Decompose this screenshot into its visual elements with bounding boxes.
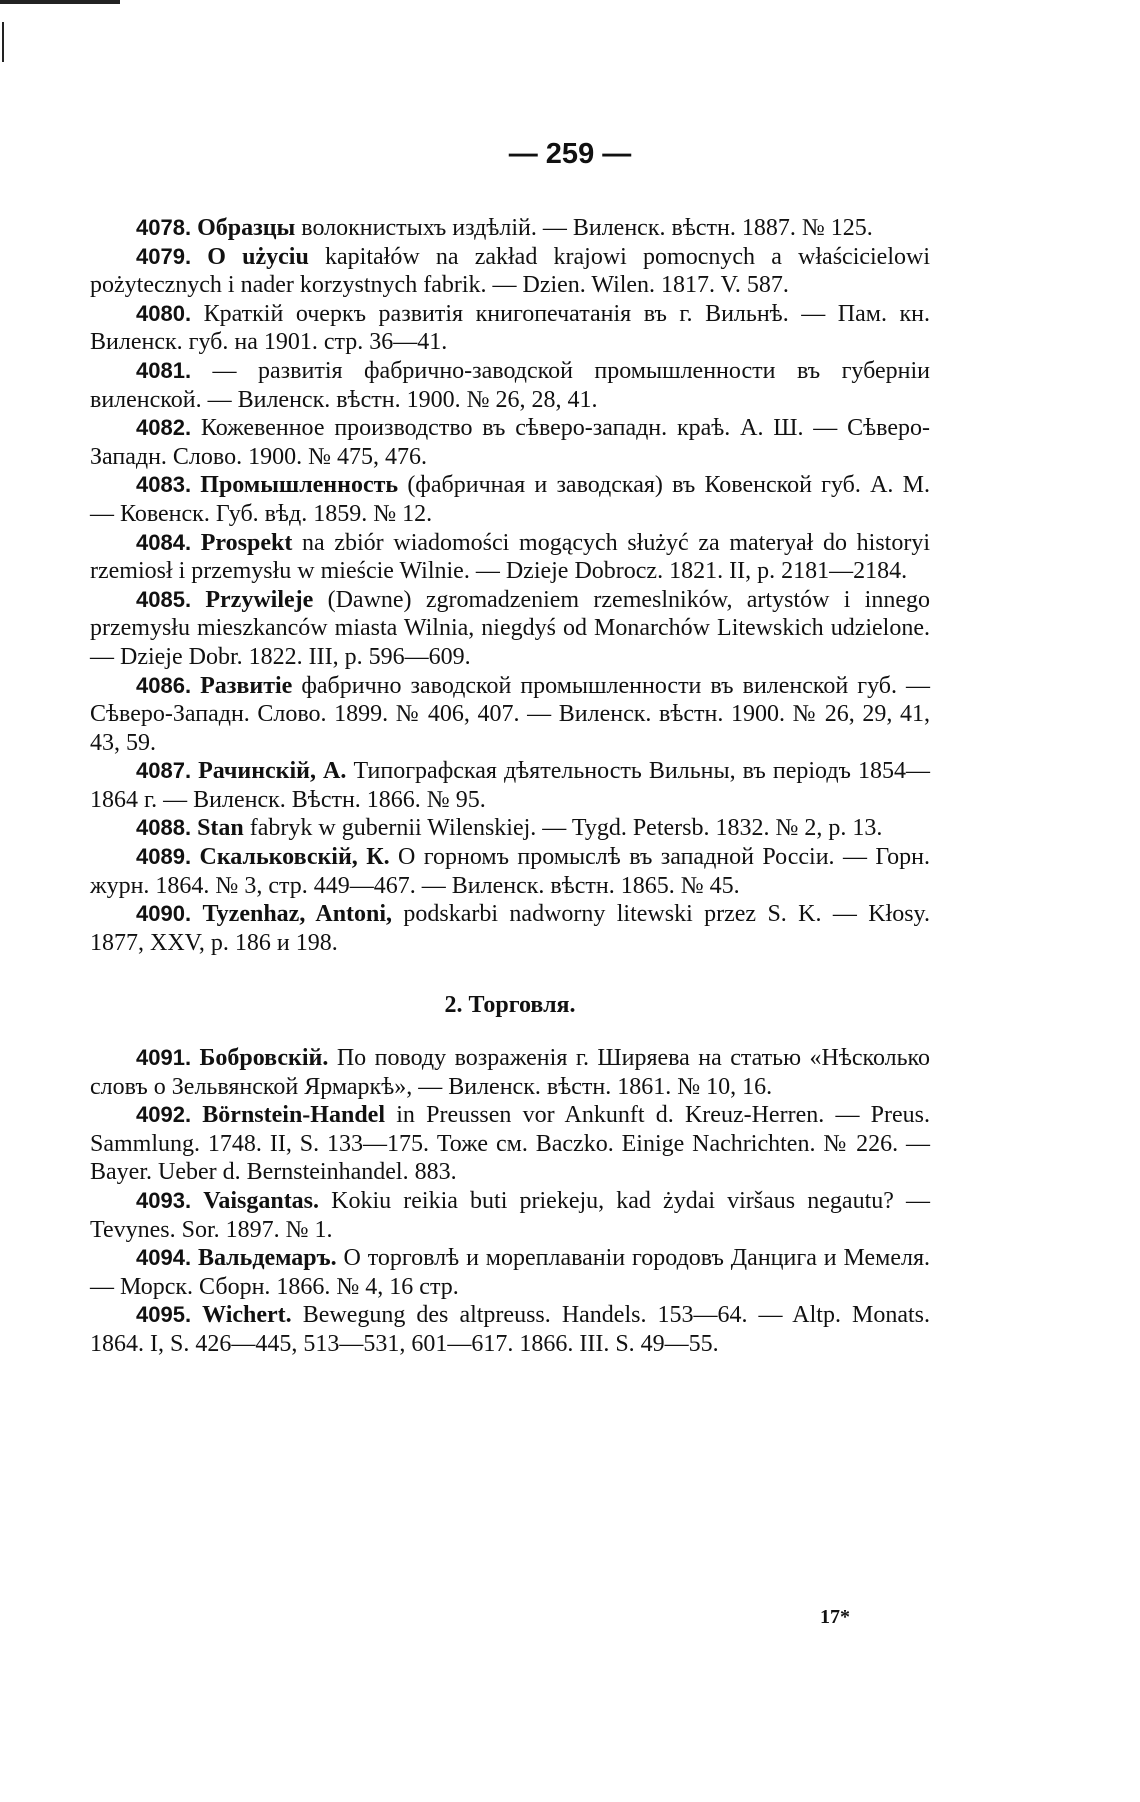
bibliography-entry — [90, 900, 930, 957]
bibliography-entry — [90, 357, 930, 414]
entry-text: in Preussen vor Ankunft d. Kreuz-Herren. — Preus. Sammlung. 1748. II, S. 133—175. Тоже см. Baczko. Einige Nachrichten. № 226. — Bayer. Ueber d. Bernsteinhandel. 883. — [90, 1102, 931, 1186]
bibliography-entry — [90, 529, 930, 586]
entry-heading: Przywileje — [205, 586, 314, 613]
entry-text: fabryk w gubernii Wilenskiej. — Tygd. Petersb. 1832. № 2, p. 13. — [243, 815, 883, 842]
bibliography-entry — [90, 1044, 930, 1101]
entry-number: 4090. — [136, 901, 192, 927]
bibliography-entry — [90, 471, 930, 528]
entry-number: 4082. — [136, 415, 192, 441]
entry-number: 4088. — [136, 815, 192, 841]
entry-text: О торговлѣ и мореплаваніи городовъ Данцига и Мемеля. — Морск. Сборн. 1866. № 4, 16 стр. — [90, 1245, 931, 1300]
entry-number: 4086. — [136, 672, 192, 698]
entry-text: волокнистыхъ издѣлій. — Виленск. вѣстн. 1887. № 125. — [295, 215, 873, 241]
entry-group-industry — [90, 214, 930, 957]
entry-heading: Stan — [197, 815, 244, 842]
entry-number: 4078. — [136, 215, 192, 240]
entry-number: 4089. — [136, 844, 192, 870]
entry-heading: Рачинскій, А. — [198, 758, 347, 785]
entry-text: Кожевенное производство въ сѣверо-западн. краѣ. А. Ш. — Сѣверо-Западн. Слово. 1900. № 475, 476. — [90, 415, 930, 470]
entry-number: 4087. — [136, 758, 192, 784]
entry-heading: Vaisgantas. — [203, 1188, 320, 1214]
entry-number: 4093. — [136, 1188, 192, 1213]
entry-heading: Развитіе — [200, 672, 293, 699]
bibliography-entry — [90, 843, 930, 900]
section-heading: 2. Торговля. — [444, 992, 576, 1019]
entry-number: 4094. — [136, 1245, 192, 1271]
entry-text: Типографская дѣятельность Вильны, въ періодъ 1854—1864 г. — Виленск. Вѣстн. 1866. № 95. — [90, 758, 931, 813]
entry-text: По поводу возраженія г. Ширяева на статью «Нѣсколько словъ о Зельвянской Ярмаркѣ», — Виленск. вѣстн. 1861. № 10, 16. — [90, 1045, 930, 1100]
entry-text: podskarbi nadworny litewski przez S. K. — Kłosy. 1877, XXV, p. 186 и 198. — [90, 901, 930, 956]
entry-number: 4092. — [136, 1102, 192, 1128]
bibliography-entry — [90, 414, 930, 471]
entry-list — [90, 214, 930, 1359]
entry-text: О горномъ промыслѣ въ западной Россіи. — Горн. журн. 1864. № 3, стр. 449—467. — Виленск. вѣстн. 1865. № 45. — [90, 844, 931, 899]
entry-text: — развитія фабрично-заводской промышленности въ губерніи виленской. — Виленск. вѣстн. 1900. № 26, 28, 41. — [90, 357, 931, 413]
entry-heading: Бобровскій. — [199, 1045, 329, 1072]
entry-text: na zbiór wiadomości mogących służyć za materyał do historyi rzemiosł i przemysłu w mieście Wilnie. — Dzieje Dobrocz. 1821. II, p. 2181—2184. — [90, 529, 931, 585]
bibliography-entry — [90, 300, 930, 357]
scan-mark — [2, 22, 4, 62]
entry-number: 4084. — [136, 529, 192, 555]
entry-heading: Wichert. — [202, 1302, 292, 1329]
bibliography-entry — [90, 1301, 930, 1358]
signature-mark: 17* — [820, 1606, 850, 1628]
bibliography-entry — [90, 1244, 930, 1301]
entry-heading: Промышленность — [200, 472, 399, 499]
entry-text: Краткій очеркъ развитія книгопечатанія въ г. Вильнѣ. — Пам. кн. Виленск. губ. на 1901. стр. 36—41. — [90, 300, 931, 356]
entry-text: Kokiu reikia buti priekeju, kad żydai viršaus negautu? — Tevynes. Sor. 1897. № 1. — [90, 1188, 931, 1243]
entry-number: 4080. — [136, 300, 192, 326]
entry-number: 4081. — [136, 357, 192, 383]
entry-number: 4095. — [136, 1302, 192, 1328]
entry-heading: Börnstein-Handel — [202, 1102, 385, 1129]
entry-heading: O użyciu — [207, 243, 309, 270]
bibliography-entry — [90, 243, 930, 300]
bibliography-entry — [90, 1101, 930, 1187]
entry-number: 4085. — [136, 586, 192, 612]
bibliography-entry — [90, 214, 930, 243]
entry-heading: Образцы — [197, 215, 296, 241]
bibliography-entry — [90, 586, 930, 672]
entry-text: фабрично заводской промышленности въ виленской губ. — Сѣверо-Западн. Слово. 1899. № 406, 407. — Виленск. вѣстн. 1900. № 26, 29, 41, 43, 59. — [90, 672, 930, 756]
entry-text: (фабричная и заводская) въ Ковенской губ. А. М. — Ковенск. Губ. вѣд. 1859. № 12. — [90, 472, 930, 527]
entry-text: Bewegung des altpreuss. Handels. 153—64. — Altp. Monats. 1864. I, S. 426—445, 513—531, 601—617. 1866. III. S. 49—55. — [90, 1302, 931, 1357]
entry-text: kapitałów na zakład krajowi pomocnych a właścicielowi pożytecznych i nader korzystnych fabrik. — Dzien. Wilen. 1817. V. 587. — [90, 243, 931, 299]
bibliography-entry — [90, 672, 930, 758]
bibliography-entry — [90, 757, 930, 814]
bibliography-entry — [90, 1187, 930, 1244]
entry-group-trade — [90, 1044, 930, 1359]
page-number: — 259 — — [508, 138, 632, 170]
entry-number: 4091. — [136, 1045, 192, 1071]
entry-heading: Tyzenhaz, Antoni, — [202, 901, 393, 928]
entry-heading: Скальковскій, К. — [199, 844, 390, 871]
scan-mark — [0, 0, 120, 4]
bibliography-entry — [90, 814, 930, 843]
entry-number: 4079. — [136, 243, 192, 269]
entry-text: (Dawne) zgromadzeniem rzemeslników, artystów i innego przemysłu mieszkanców miasta Wilnia, niegdyś od Monarchów Litewskich udzielone. — Dzieje Dobr. 1822. III, p. 596—609. — [90, 586, 930, 670]
entry-heading: Вальдемаръ. — [197, 1245, 337, 1272]
entry-heading: Prospekt — [200, 529, 293, 556]
entry-number: 4083. — [136, 472, 192, 498]
